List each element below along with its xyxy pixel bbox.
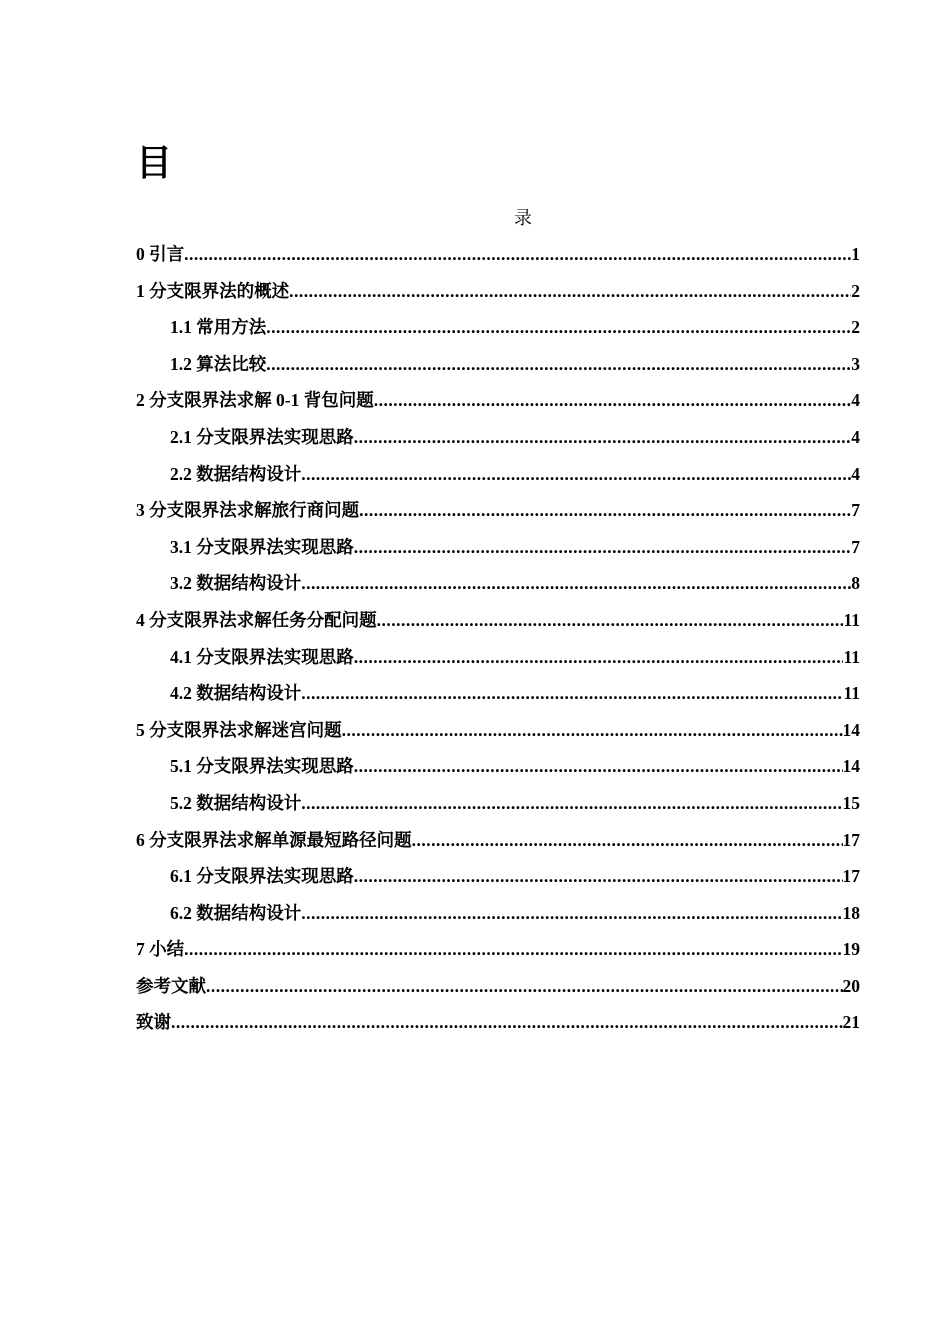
toc-dot-leader: [354, 748, 843, 785]
toc-dot-leader: [289, 273, 851, 310]
toc-page-number: 4: [851, 390, 860, 411]
toc-dot-leader: [184, 931, 842, 968]
toc-dot-leader: [301, 785, 842, 822]
toc-dot-leader: [342, 712, 843, 749]
toc-dot-leader: [412, 822, 843, 859]
toc-page-number: 1: [851, 244, 860, 264]
toc-chapter-entry[interactable]: [136, 273, 860, 310]
toc-page-number: 19: [842, 939, 860, 960]
toc-heading-second-char: 录: [514, 208, 532, 229]
toc-entry-title: 6.1 分支限界法实现思路: [170, 866, 354, 887]
toc-dot-leader: [359, 492, 851, 529]
toc-section-entry[interactable]: [136, 858, 860, 895]
toc-page-number: 15: [842, 792, 860, 813]
toc-dot-leader: [206, 968, 843, 1005]
toc-chapter-entry[interactable]: [136, 968, 860, 1005]
toc-entry-title: 4.1 分支限界法实现思路: [170, 646, 354, 667]
toc-page-number: 17: [842, 866, 860, 887]
toc-section-entry[interactable]: [136, 529, 860, 566]
toc-chapter-entry[interactable]: [136, 492, 860, 529]
toc-chapter-entry[interactable]: [136, 822, 860, 859]
toc-chapter-entry[interactable]: [136, 602, 860, 639]
toc-entry-title: 3.2 数据结构设计: [170, 573, 302, 594]
toc-page-number: 11: [843, 683, 860, 704]
toc-heading-first-char: 目: [136, 143, 173, 184]
toc-entry-title: 1.1 常用方法: [170, 317, 267, 338]
toc-page-number: 7: [851, 536, 860, 557]
toc-dot-leader: [266, 346, 851, 383]
toc-entry-title: 4 分支限界法求解任务分配问题: [136, 609, 377, 630]
toc-dot-leader: [301, 675, 843, 712]
toc-page-number: 11: [843, 646, 860, 667]
toc-page-number: 8: [851, 573, 860, 594]
toc-page-number: 2: [851, 280, 860, 301]
toc-entry-title: 5.1 分支限界法实现思路: [170, 756, 354, 777]
toc-section-entry[interactable]: [136, 565, 860, 602]
toc-section-entry[interactable]: [136, 785, 860, 822]
toc-dot-leader: [354, 639, 844, 676]
toc-section-entry[interactable]: [136, 748, 860, 785]
toc-page-number: 3: [851, 353, 860, 374]
toc-dot-leader: [171, 1004, 843, 1041]
toc-entry-title: 6.2 数据结构设计: [170, 902, 302, 923]
toc-entry-title: 2 分支限界法求解 0-1 背包问题: [136, 390, 374, 411]
toc-dot-leader: [301, 456, 851, 493]
toc-page-number: 20: [842, 975, 860, 996]
toc-section-entry[interactable]: [136, 895, 860, 932]
toc-section-entry[interactable]: [136, 309, 860, 346]
toc-page-number: 7: [851, 500, 860, 521]
toc-entry-title: 3.1 分支限界法实现思路: [170, 536, 354, 557]
toc-page-number: 21: [842, 1012, 860, 1033]
toc-section-entry[interactable]: [136, 639, 860, 676]
toc-entry-title: 0 引言: [136, 244, 185, 264]
toc-section-entry[interactable]: [136, 456, 860, 493]
toc-page-number: 14: [842, 756, 860, 777]
toc-dot-leader: [354, 419, 852, 456]
toc-page-number: 4: [851, 426, 860, 447]
toc-dot-leader: [374, 382, 852, 419]
toc-entry-title: 6 分支限界法求解单源最短路径问题: [136, 829, 412, 850]
toc-entry-title: 参考文献: [136, 975, 206, 996]
toc-entry-title: 7 小结: [136, 939, 185, 960]
toc-chapter-entry[interactable]: [136, 1004, 860, 1041]
toc-entry-title: 2.2 数据结构设计: [170, 463, 302, 484]
toc-section-entry[interactable]: [136, 419, 860, 456]
toc-dot-leader: [266, 309, 851, 346]
toc-chapter-entry[interactable]: [136, 931, 860, 968]
toc-entry-title: 2.1 分支限界法实现思路: [170, 426, 354, 447]
toc-page-number: 4: [851, 463, 860, 484]
toc-dot-leader: [354, 858, 843, 895]
toc-chapter-entry[interactable]: [136, 382, 860, 419]
toc-entry-title: 致谢: [136, 1012, 171, 1033]
toc-page-number: 11: [843, 609, 860, 630]
toc-page-number: 14: [842, 719, 860, 740]
toc-page-number: 2: [851, 317, 860, 338]
toc-entry-title: 1 分支限界法的概述: [136, 280, 290, 301]
toc-page-number: 18: [842, 902, 860, 923]
toc-dot-leader: [184, 236, 851, 273]
toc-dot-leader: [301, 565, 851, 602]
toc-dot-leader: [377, 602, 844, 639]
toc-entry-title: 4.2 数据结构设计: [170, 683, 302, 704]
toc-dot-leader: [301, 895, 842, 932]
toc-section-entry[interactable]: [136, 675, 860, 712]
toc-entry-title: 3 分支限界法求解旅行商问题: [136, 500, 360, 521]
toc-entry-title: 5.2 数据结构设计: [170, 792, 302, 813]
toc-section-entry[interactable]: [136, 346, 860, 383]
toc-chapter-entry[interactable]: [136, 712, 860, 749]
table-of-contents: [136, 236, 860, 1041]
toc-chapter-entry[interactable]: [136, 236, 860, 273]
toc-entry-title: 5 分支限界法求解迷宫问题: [136, 719, 342, 740]
toc-dot-leader: [354, 529, 852, 566]
toc-page-number: 17: [842, 829, 860, 850]
toc-entry-title: 1.2 算法比较: [170, 353, 267, 374]
